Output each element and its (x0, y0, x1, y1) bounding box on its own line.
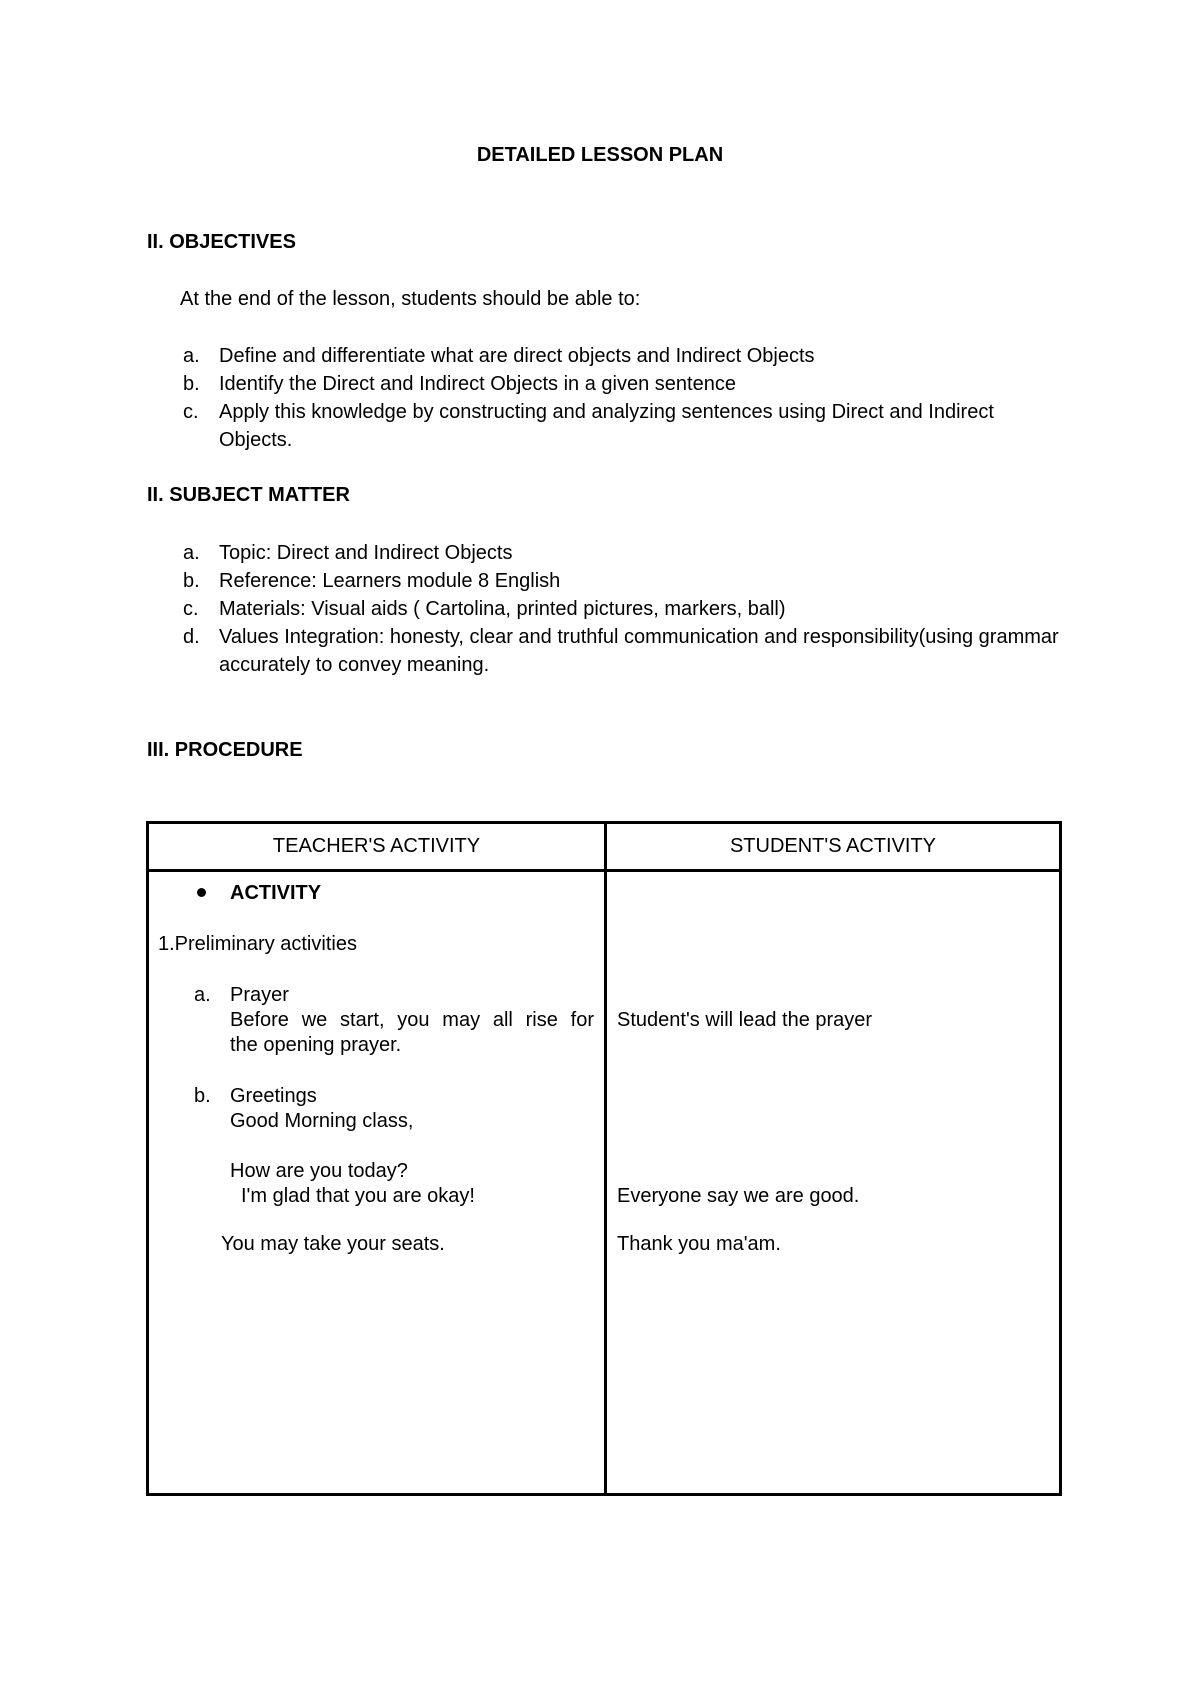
page-title: DETAILED LESSON PLAN (476, 144, 724, 166)
list-item (180, 595, 1060, 623)
greetings-title: Greetings (230, 1085, 317, 1107)
list-item-text: Values Integration: honesty, clear and truthful communication and responsibility(using grammar accurately to convey meaning. (219, 626, 1059, 676)
prayer-marker: a. (194, 984, 211, 1006)
list-marker: b. (183, 570, 200, 592)
list-item-text: Materials: Visual aids ( Cartolina, printed pictures, markers, ball) (219, 598, 786, 620)
objectives-heading: II. OBJECTIVES (147, 231, 296, 253)
list-item-text: Reference: Learners module 8 English (219, 570, 561, 592)
list-item (180, 539, 1060, 567)
student-thanks-response: Thank you ma'am. (617, 1233, 781, 1255)
list-marker: a. (183, 542, 200, 564)
list-marker: d. (183, 626, 200, 648)
prayer-line-2: the opening prayer. (230, 1034, 402, 1056)
procedure-heading: III. PROCEDURE (147, 739, 303, 761)
activity-label: ACTIVITY (230, 882, 322, 904)
glad-text: I'm glad that you are okay! (241, 1185, 475, 1207)
prayer-line-1: Before we start, you may all rise for (230, 1009, 594, 1031)
greetings-marker: b. (194, 1085, 211, 1107)
bullet-dot-icon (197, 888, 206, 897)
list-item (180, 342, 1060, 370)
list-item (180, 370, 1060, 398)
list-item-text: Apply this knowledge by constructing and analyzing sentences using Direct and Indirect Objects. (219, 401, 994, 451)
column-divider (604, 824, 607, 1493)
list-item-text: Identify the Direct and Indirect Objects in a given sentence (219, 373, 736, 395)
procedure-table (146, 821, 1062, 1496)
list-marker: c. (183, 598, 199, 620)
list-marker: c. (183, 401, 199, 423)
list-item-text: Topic: Direct and Indirect Objects (219, 542, 513, 564)
student-greeting-response: Everyone say we are good. (617, 1185, 860, 1207)
prayer-title: Prayer (230, 984, 289, 1006)
student-prayer-response: Student's will lead the prayer (617, 1009, 873, 1031)
subject-matter-heading: II. SUBJECT MATTER (147, 484, 350, 506)
question-text: How are you today? (230, 1160, 408, 1182)
list-item (180, 567, 1060, 595)
list-marker: a. (183, 345, 200, 367)
subject-matter-list (180, 539, 1060, 679)
table-header-teacher: TEACHER'S ACTIVITY (272, 835, 481, 857)
list-item (180, 398, 1060, 454)
seats-text: You may take your seats. (221, 1233, 445, 1255)
objectives-intro: At the end of the lesson, students should be able to: (180, 288, 641, 310)
preliminary-label: 1.Preliminary activities (158, 933, 357, 955)
list-item-text: Define and differentiate what are direct objects and Indirect Objects (219, 345, 815, 367)
greetings-line-1: Good Morning class, (230, 1110, 414, 1132)
list-item (180, 623, 1060, 679)
objectives-list (180, 342, 1060, 454)
table-header-student: STUDENT'S ACTIVITY (729, 835, 937, 857)
list-marker: b. (183, 373, 200, 395)
